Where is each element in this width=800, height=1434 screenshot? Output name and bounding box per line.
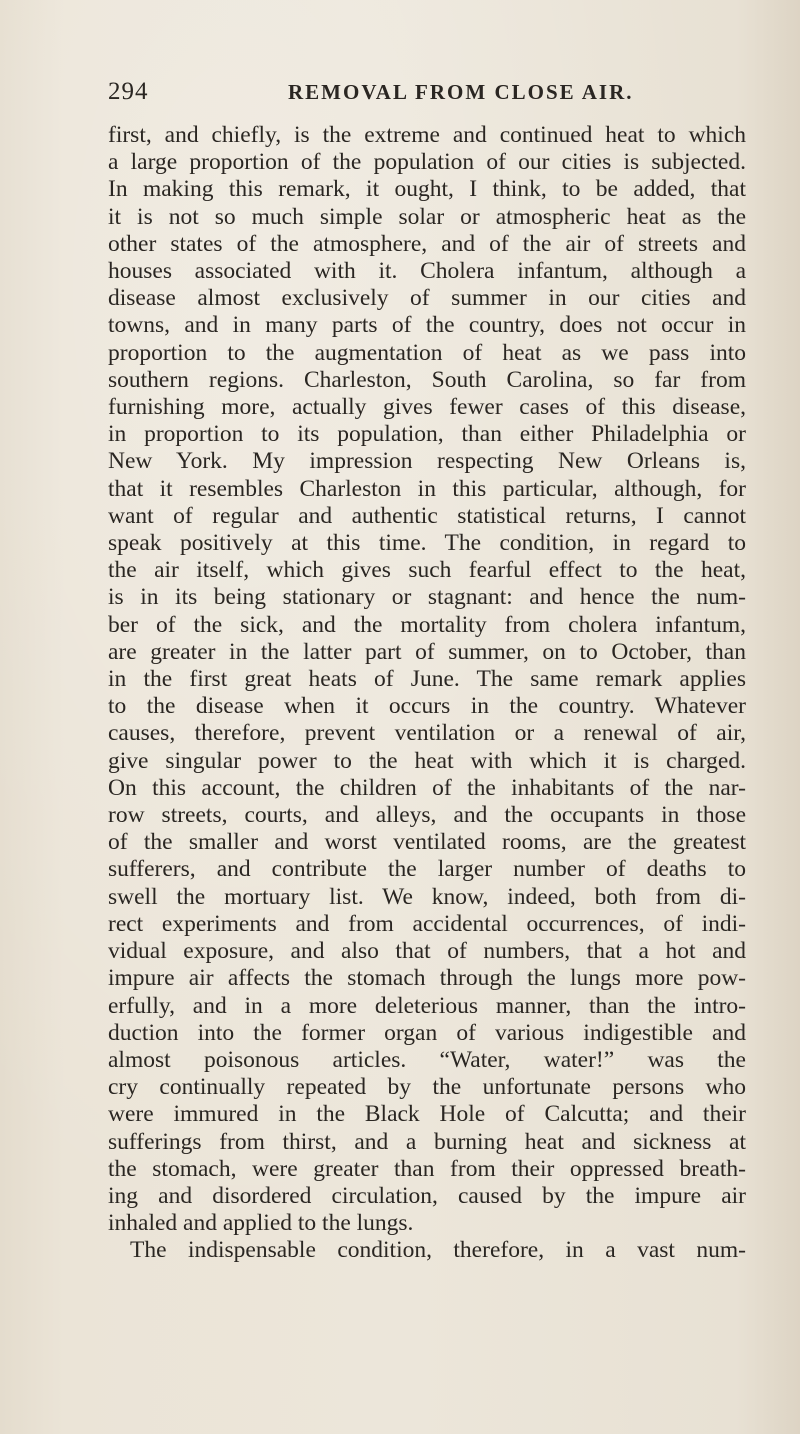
text-line: row streets, courts, and alleys, and the occupants in those <box>108 802 746 829</box>
text-line: other states of the atmosphere, and of the air of streets and <box>108 230 746 257</box>
text-line: houses associated with it. Cholera infantum, although a <box>108 258 746 285</box>
text-line: causes, therefore, prevent ventilation or a renewal of air, <box>108 720 746 747</box>
text-line: inhaled and applied to the lungs. <box>108 1210 414 1237</box>
text-line: almost poisonous articles. “Water, water!” was the <box>108 1046 746 1073</box>
text-line: duction into the former organ of various indigestible and <box>108 1019 746 1046</box>
page-number: 294 <box>108 78 149 105</box>
text-line: swell the mortuary list. We know, indeed, both from di- <box>108 883 746 910</box>
text-line: proportion to the augmentation of heat as we pass into <box>108 339 746 366</box>
text-line: In making this remark, it ought, I think, to be added, that <box>108 176 746 203</box>
text-line: sufferings from thirst, and a burning heat and sickness at <box>108 1128 746 1155</box>
text-line: sufferers, and contribute the larger number of deaths to <box>108 856 746 883</box>
text-line: were immured in the Black Hole of Calcutta; and their <box>108 1101 746 1128</box>
text-line: southern regions. Charleston, South Carolina, so far from <box>108 366 746 393</box>
text-line: On this account, the children of the inhabitants of the nar- <box>108 774 746 801</box>
text-line: it is not so much simple solar or atmospheric heat as the <box>108 203 746 230</box>
text-line: erfully, and in a more deleterious manner, than the intro- <box>108 992 746 1019</box>
text-line: that it resembles Charleston in this particular, although, for <box>108 475 746 502</box>
text-line: speak positively at this time. The condition, in regard to <box>108 530 746 557</box>
text-line: The indispensable condition, therefore, in a vast num- <box>130 1237 746 1264</box>
text-line: of the smaller and worst ventilated rooms, are the greatest <box>108 829 746 856</box>
text-line: New York. My impression respecting New Orleans is, <box>108 448 746 475</box>
text-line: give singular power to the heat with which it is charged. <box>108 747 746 774</box>
text-line: is in its being stationary or stagnant: and hence the num- <box>108 584 746 611</box>
text-line: want of regular and authentic statistical returns, I cannot <box>108 502 746 529</box>
text-line: towns, and in many parts of the country, does not occur in <box>108 312 746 339</box>
text-line: a large proportion of the population of our cities is subjected. <box>108 149 746 176</box>
text-line: are greater in the latter part of summer, on to October, than <box>108 638 746 665</box>
text-line: ber of the sick, and the mortality from cholera infantum, <box>108 611 746 638</box>
text-line: furnishing more, actually gives fewer cases of this disease, <box>108 394 746 421</box>
text-line: in the first great heats of June. The same remark applies <box>108 666 746 693</box>
running-head <box>108 78 740 118</box>
text-line: ing and disordered circulation, caused by the impure air <box>108 1182 746 1209</box>
text-line: first, and chiefly, is the extreme and continued heat to which <box>108 122 746 148</box>
running-title: REMOVAL FROM CLOSE AIR. <box>288 80 634 104</box>
text-line: the air itself, which gives such fearful effect to the heat, <box>108 557 746 584</box>
body-text <box>108 122 746 1265</box>
text-line: rect experiments and from accidental occurrences, of indi- <box>108 910 746 937</box>
text-line: to the disease when it occurs in the country. Whatever <box>108 693 746 720</box>
text-line: the stomach, were greater than from their oppressed breath- <box>108 1155 746 1182</box>
text-line: in proportion to its population, than either Philadelphia or <box>108 421 746 448</box>
text-line: disease almost exclusively of summer in our cities and <box>108 285 746 312</box>
text-line: cry continually repeated by the unfortunate persons who <box>108 1074 746 1101</box>
text-line: vidual exposure, and also that of numbers, that a hot and <box>108 938 746 965</box>
text-line: impure air affects the stomach through the lungs more pow- <box>108 965 746 992</box>
